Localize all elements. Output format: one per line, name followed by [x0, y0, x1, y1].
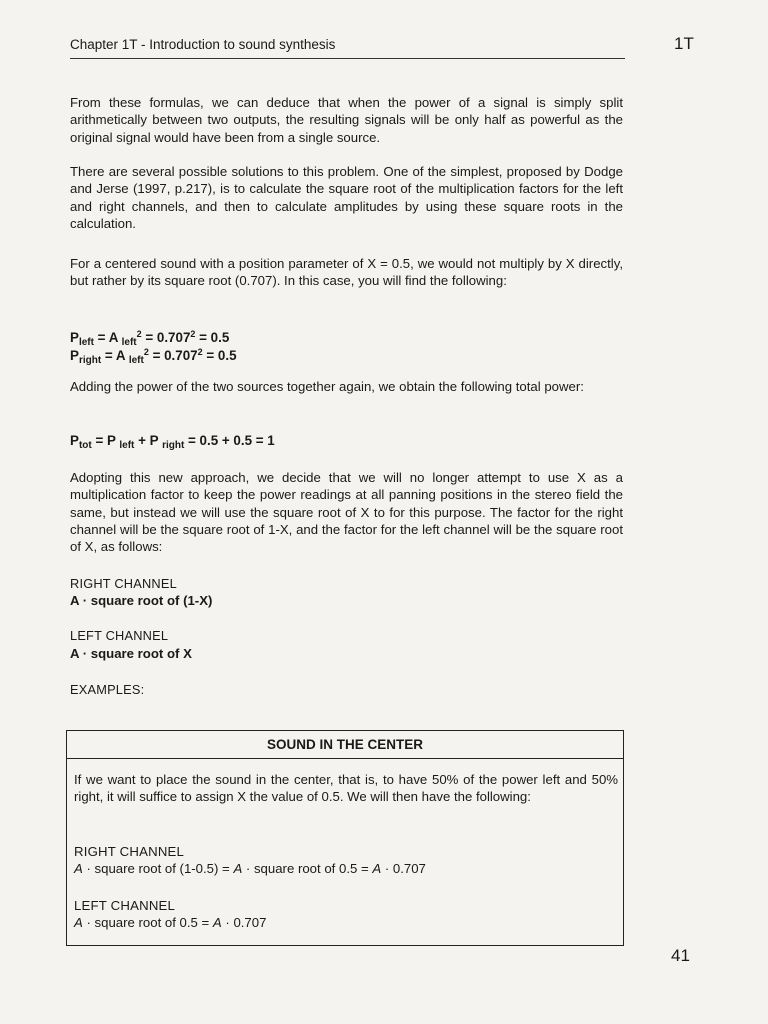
paragraph-5: Adopting this new approach, we decide that we will no longer attempt to use X as a multiplication factor to keep the power readings at all panning positions in the stereo field the same, but instead we will use the square root of X to for this purpose. The factor for the right channel will be the square root of 1-X, and the factor for the left channel will be the square root of X, as follows: — [70, 470, 623, 555]
example-right-label: RIGHT CHANNEL — [74, 844, 185, 859]
left-channel-label: LEFT CHANNEL — [70, 628, 169, 643]
chapter-tab: 1T — [674, 34, 694, 53]
example-box-intro: If we want to place the sound in the center, that is, to have 50% of the power left and 50% right, it will suffice to assign X the value of 0.5. We will then have the following: — [74, 772, 618, 805]
right-channel-formula: A · square root of (1-X) — [70, 593, 213, 608]
page-number: 41 — [671, 946, 690, 965]
example-right-formula: A · square root of (1-0.5) = A · square root of 0.5 = A · 0.707 — [74, 861, 426, 876]
formula-p-right: $P_{right} = A$ $_{left}^2 = 0.707^2 = 0.5$ — [70, 347, 237, 366]
example-left-formula: A · square root of 0.5 = A · 0.707 — [74, 915, 267, 930]
examples-label: EXAMPLES: — [70, 682, 145, 697]
example-box-title: SOUND IN THE CENTER — [67, 731, 623, 759]
formula-p-total: $P_{tot} = P$ $_{left}$ + P $_{right}$ = 0.5 + 0.5 = 1 — [70, 433, 275, 451]
example-box — [66, 730, 624, 946]
chapter-title: Chapter 1T - Introduction to sound synthesis — [70, 37, 336, 52]
paragraph-3: For a centered sound with a position parameter of X = 0.5, we would not multiply by X directly, but rather by its square root (0.707). In this case, you will find the following: — [70, 256, 623, 289]
left-channel-formula: A · square root of X — [70, 646, 192, 661]
paragraph-2: There are several possible solutions to this problem. One of the simplest, proposed by Dodge and Jerse (1997, p.217), is to calculate the square root of the multiplication factors for the left and right channels, and then to calculate amplitudes by using these square roots in the calculation. — [70, 164, 623, 231]
running-header — [70, 34, 694, 59]
right-channel-label: RIGHT CHANNEL — [70, 576, 177, 591]
paragraph-4: Adding the power of the two sources together again, we obtain the following total power: — [70, 379, 584, 394]
formula-p-left: $P_{left} = A$ $_{left}^2 = 0.707^2 = 0.5$ — [70, 329, 230, 348]
example-left-label: LEFT CHANNEL — [74, 898, 176, 913]
paragraph-1: From these formulas, we can deduce that when the power of a signal is simply split arithmetically between two outputs, the resulting signals will be only half as powerful as the original signal would have been from a single source. — [70, 95, 623, 145]
